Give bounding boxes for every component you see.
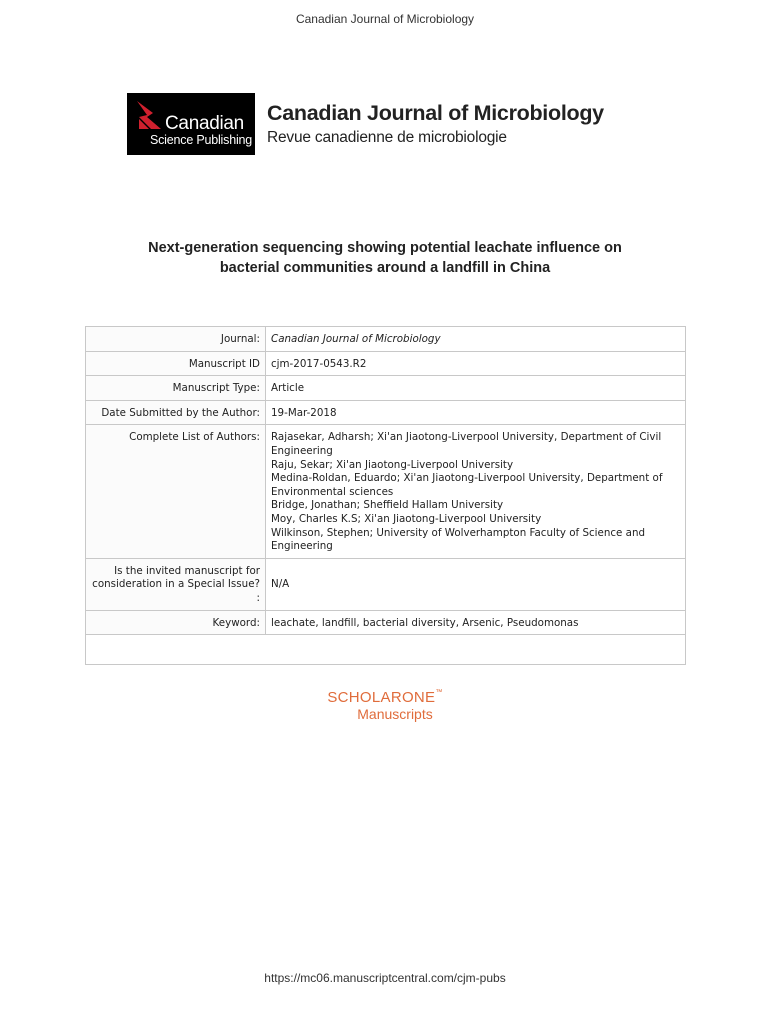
special-issue-label: Is the invited manuscript for consideration in a Special Issue? :: [86, 558, 266, 610]
running-header: Canadian Journal of Microbiology: [295, 12, 475, 26]
authors-list: [266, 425, 686, 558]
table-row: [86, 610, 686, 635]
manuscript-id-label: Manuscript ID: [86, 351, 266, 376]
author-entry: Wilkinson, Stephen; University of Wolverhampton Faculty of Science and Engineering: [271, 526, 646, 553]
manuscript-type-label: Manuscript Type:: [86, 376, 266, 401]
scholarone-brand-a: SCHOLAR: [327, 689, 402, 706]
scholarone-product: Manuscripts: [357, 706, 433, 722]
publisher-subname: Science Publishing: [150, 133, 253, 147]
manuscript-type-value: Article: [266, 376, 686, 401]
keyword-value: leachate, landfill, bacterial diversity, Arsenic, Pseudomonas: [266, 610, 686, 635]
author-entry: Moy, Charles K.S; Xi'an Jiaotong-Liverpool University: [271, 512, 542, 525]
journal-name: Canadian Journal of Microbiology: [267, 101, 604, 125]
trademark-mark: ™: [435, 689, 443, 696]
table-row: [86, 635, 686, 665]
author-entry: Raju, Sekar; Xi'an Jiaotong-Liverpool University: [271, 458, 514, 471]
manuscript-title: Next-generation sequencing showing potential leachate influence on bacterial communities around a landfill in China: [148, 240, 622, 276]
journal-name-french: Revue canadienne de microbiologie: [267, 129, 507, 146]
scholarone-logo: [0, 689, 770, 722]
table-row: [86, 425, 686, 558]
author-entry: Rajasekar, Adharsh; Xi'an Jiaotong-Liverpool University, Department of Civil Engineering: [271, 431, 662, 457]
publisher-logo: [127, 93, 255, 155]
manuscript-id-value: cjm-2017-0543.R2: [266, 351, 686, 376]
special-issue-value: N/A: [266, 558, 686, 610]
empty-cell: [86, 635, 686, 665]
footer-url: https://mc06.manuscriptcentral.com/cjm-pubs: [264, 971, 506, 985]
publisher-name: Canadian: [165, 113, 244, 134]
manuscript-metadata-table: [85, 326, 686, 665]
author-entry: Medina-Roldan, Eduardo; Xi'an Jiaotong-Liverpool University, Department of Environmental sciences: [271, 472, 663, 498]
table-row: [86, 327, 686, 352]
keyword-label: Keyword:: [86, 610, 266, 635]
scholarone-brand-b: ONE: [401, 689, 436, 706]
authors-label: Complete List of Authors:: [86, 425, 266, 558]
table-row: [86, 351, 686, 376]
maple-leaf-icon: [135, 99, 169, 137]
journal-label: Journal:: [86, 327, 266, 352]
table-row: [86, 400, 686, 425]
masthead: [127, 93, 647, 155]
date-submitted-value: 19-Mar-2018: [266, 400, 686, 425]
table-row: [86, 376, 686, 401]
scholarone-brand: [0, 689, 770, 706]
author-entry: Bridge, Jonathan; Sheffield Hallam University: [271, 499, 504, 512]
journal-value: Canadian Journal of Microbiology: [266, 327, 686, 352]
date-submitted-label: Date Submitted by the Author:: [86, 400, 266, 425]
table-row: [86, 558, 686, 610]
